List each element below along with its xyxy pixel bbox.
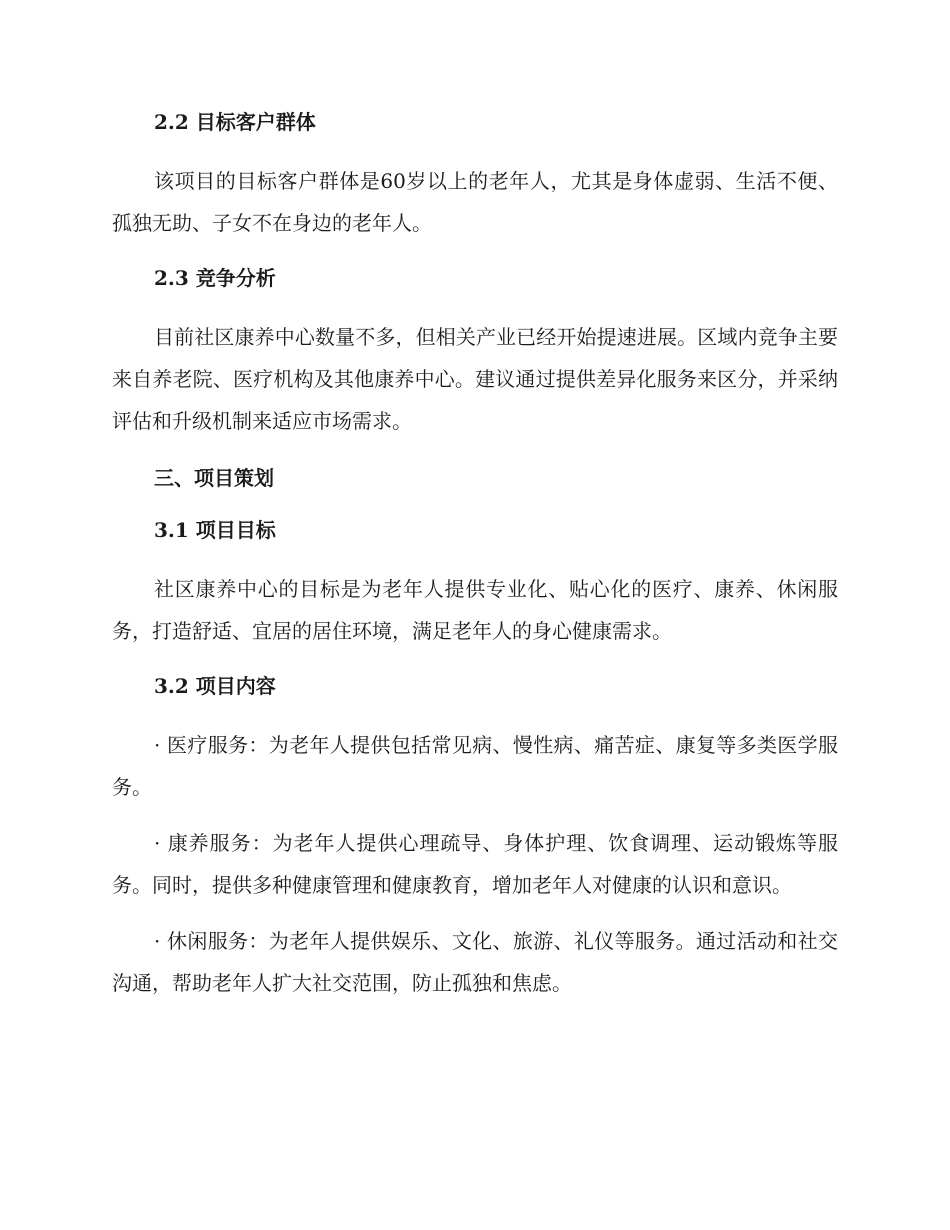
- document-body: [112, 0, 838, 1004]
- paragraph-project-goal: 社区康养中心的目标是为老年人提供专业化、贴心化的医疗、康养、休闲服务，打造舒适、宜居的居住环境，满足老年人的身心健康需求。: [112, 577, 838, 643]
- section-heading-competition: 2.3 竞争分析: [154, 266, 276, 290]
- section-heading-target-customers: 2.2 目标客户群体: [154, 110, 316, 134]
- paragraph-competition: 目前社区康养中心数量不多，但相关产业已经开始提速进展。区域内竞争主要来自养老院、医疗机构及其他康养中心。建议通过提供差异化服务来区分，并采纳评估和升级机制来适应市场需求。: [112, 325, 838, 433]
- list-item-leisure-service: · 休闲服务：为老年人提供娱乐、文化、旅游、礼仪等服务。通过活动和社交沟通，帮助老年人扩大社交范围，防止孤独和焦虑。: [112, 929, 838, 995]
- list-item-wellness-service: · 康养服务：为老年人提供心理疏导、身体护理、饮食调理、运动锻炼等服务。同时，提供多种健康管理和健康教育，增加老年人对健康的认识和意识。: [112, 831, 838, 897]
- section-heading-project-goal: 3.1 项目目标: [154, 518, 276, 542]
- list-item-medical-service: · 医疗服务：为老年人提供包括常见病、慢性病、痛苦症、康复等多类医学服务。: [112, 733, 838, 799]
- paragraph-target-customers: 该项目的目标客户群体是60岁以上的老年人，尤其是身体虚弱、生活不便、孤独无助、子女不在身边的老年人。: [112, 169, 838, 235]
- section-heading-project-content: 3.2 项目内容: [154, 674, 276, 698]
- chapter-heading-project-planning: 三、项目策划: [154, 466, 274, 490]
